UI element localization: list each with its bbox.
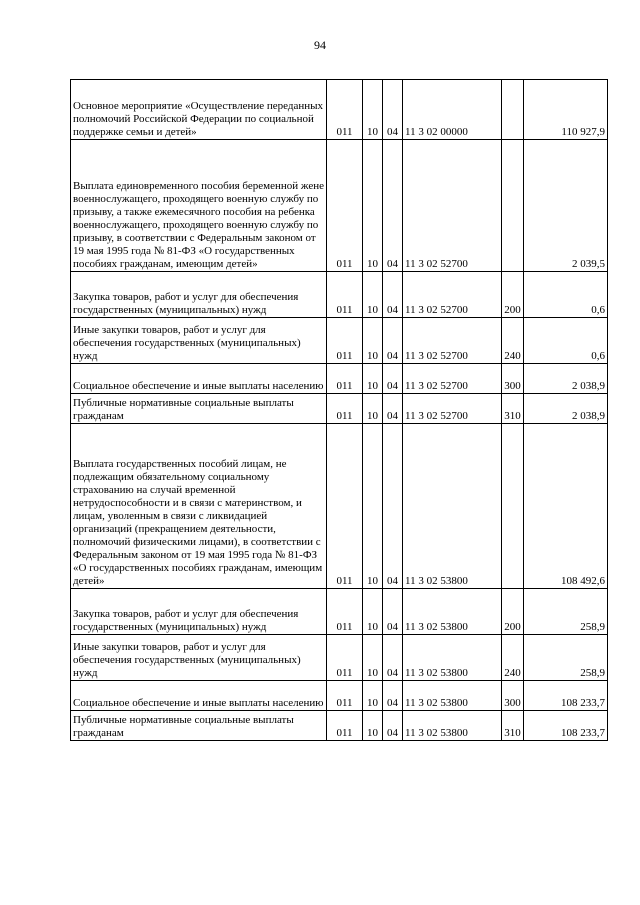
table-row <box>71 589 608 635</box>
ministry-code: 011 <box>327 318 363 364</box>
expense-type-code <box>502 424 524 589</box>
section-code: 10 <box>363 424 383 589</box>
row-name: Иные закупки товаров, работ и услуг для обеспечения государственных (муниципальных) нужд <box>71 318 327 364</box>
amount: 2 038,9 <box>524 394 608 424</box>
row-name: Основное мероприятие «Осуществление переданных полномочий Российской Федерации по социальной поддержке семьи и детей» <box>71 80 327 140</box>
target-code: 11 3 02 52700 <box>403 318 502 364</box>
subsection-code: 04 <box>383 589 403 635</box>
expense-type-code <box>502 80 524 140</box>
ministry-code: 011 <box>327 140 363 272</box>
expense-type-code: 300 <box>502 364 524 394</box>
subsection-code: 04 <box>383 681 403 711</box>
section-code: 10 <box>363 711 383 741</box>
target-code: 11 3 02 52700 <box>403 272 502 318</box>
row-name: Иные закупки товаров, работ и услуг для обеспечения государственных (муниципальных) нужд <box>71 635 327 681</box>
expense-type-code: 200 <box>502 589 524 635</box>
table-row <box>71 272 608 318</box>
amount: 0,6 <box>524 272 608 318</box>
target-code: 11 3 02 00000 <box>403 80 502 140</box>
section-code: 10 <box>363 272 383 318</box>
row-name: Публичные нормативные социальные выплаты гражданам <box>71 394 327 424</box>
section-code: 10 <box>363 635 383 681</box>
expense-type-code: 300 <box>502 681 524 711</box>
ministry-code: 011 <box>327 589 363 635</box>
target-code: 11 3 02 53800 <box>403 589 502 635</box>
amount: 0,6 <box>524 318 608 364</box>
page-number: 94 <box>314 38 326 52</box>
subsection-code: 04 <box>383 80 403 140</box>
subsection-code: 04 <box>383 424 403 589</box>
amount: 2 038,9 <box>524 364 608 394</box>
target-code: 11 3 02 53800 <box>403 635 502 681</box>
ministry-code: 011 <box>327 80 363 140</box>
row-name: Публичные нормативные социальные выплаты гражданам <box>71 711 327 741</box>
section-code: 10 <box>363 364 383 394</box>
ministry-code: 011 <box>327 364 363 394</box>
amount: 108 233,7 <box>524 681 608 711</box>
row-name: Выплата единовременного пособия беременной жене военнослужащего, проходящего военную службу по призыву, а также ежемесячного пособия на ребенка военнослужащего, проходящего военную службу по призыву, в соответствии с Федеральным законом от 19 мая 1995 года № 81-ФЗ «О государственных пособиях гражданам, имеющим детей» <box>71 140 327 272</box>
table-row <box>71 394 608 424</box>
target-code: 11 3 02 53800 <box>403 424 502 589</box>
section-code: 10 <box>363 681 383 711</box>
ministry-code: 011 <box>327 711 363 741</box>
subsection-code: 04 <box>383 711 403 741</box>
amount: 258,9 <box>524 635 608 681</box>
expense-type-code: 310 <box>502 394 524 424</box>
ministry-code: 011 <box>327 272 363 318</box>
table-row <box>71 681 608 711</box>
section-code: 10 <box>363 80 383 140</box>
table-row <box>71 140 608 272</box>
row-name: Социальное обеспечение и иные выплаты населению <box>71 681 327 711</box>
subsection-code: 04 <box>383 364 403 394</box>
row-name: Социальное обеспечение и иные выплаты населению <box>71 364 327 394</box>
section-code: 10 <box>363 318 383 364</box>
table-row <box>71 80 608 140</box>
amount: 2 039,5 <box>524 140 608 272</box>
table-row <box>71 424 608 589</box>
expense-type-code <box>502 140 524 272</box>
target-code: 11 3 02 52700 <box>403 394 502 424</box>
expense-type-code: 200 <box>502 272 524 318</box>
section-code: 10 <box>363 140 383 272</box>
row-name: Закупка товаров, работ и услуг для обеспечения государственных (муниципальных) нужд <box>71 272 327 318</box>
amount: 108 233,7 <box>524 711 608 741</box>
table-row <box>71 318 608 364</box>
expense-type-code: 310 <box>502 711 524 741</box>
ministry-code: 011 <box>327 394 363 424</box>
table-row <box>71 635 608 681</box>
table-row <box>71 364 608 394</box>
ministry-code: 011 <box>327 681 363 711</box>
row-name: Закупка товаров, работ и услуг для обеспечения государственных (муниципальных) нужд <box>71 589 327 635</box>
expense-type-code: 240 <box>502 635 524 681</box>
subsection-code: 04 <box>383 272 403 318</box>
table-row <box>71 711 608 741</box>
subsection-code: 04 <box>383 635 403 681</box>
ministry-code: 011 <box>327 424 363 589</box>
expense-type-code: 240 <box>502 318 524 364</box>
target-code: 11 3 02 52700 <box>403 364 502 394</box>
target-code: 11 3 02 53800 <box>403 711 502 741</box>
target-code: 11 3 02 52700 <box>403 140 502 272</box>
subsection-code: 04 <box>383 318 403 364</box>
amount: 110 927,9 <box>524 80 608 140</box>
budget-table <box>70 79 608 741</box>
amount: 108 492,6 <box>524 424 608 589</box>
amount: 258,9 <box>524 589 608 635</box>
ministry-code: 011 <box>327 635 363 681</box>
subsection-code: 04 <box>383 394 403 424</box>
section-code: 10 <box>363 394 383 424</box>
target-code: 11 3 02 53800 <box>403 681 502 711</box>
subsection-code: 04 <box>383 140 403 272</box>
section-code: 10 <box>363 589 383 635</box>
row-name: Выплата государственных пособий лицам, не подлежащим обязательному социальному страхованию на случай временной нетрудоспособности и в связи с материнством, и лицам, уволенным в связи с ликвидацией организаций (прекращением деятельности, полномочий физическими лицами), в соответствии с Федеральным законом от 19 мая 1995 года № 81-ФЗ «О государственных пособиях гражданам, имеющим детей» <box>71 424 327 589</box>
